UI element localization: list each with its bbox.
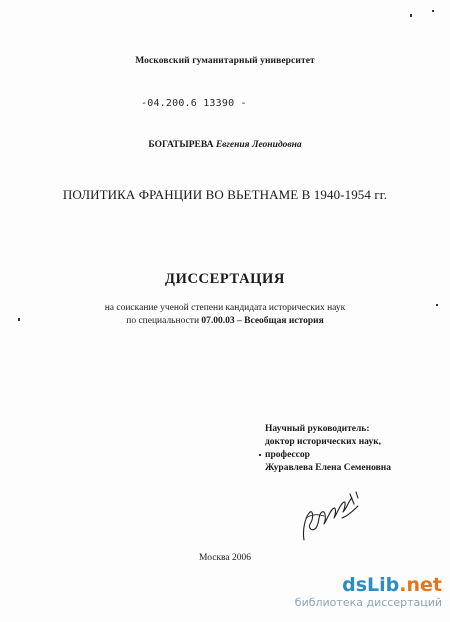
specialty-code: 07.00.03 — [201, 316, 235, 326]
logo-main: dsLib — [342, 574, 400, 596]
supervisor-degree: доктор исторических наук, — [265, 437, 382, 447]
watermark-caption: библиотека диссертаций — [294, 596, 442, 609]
degree-line: на соискание ученой степени кандидата исторических наук — [104, 303, 346, 313]
handwritten-signature — [298, 488, 368, 550]
specialty-prefix: по специальности — [126, 316, 202, 326]
supervisor-label: Научный руководитель: — [265, 424, 370, 434]
specialty-line — [0, 316, 450, 326]
city-year: Москва 2006 — [199, 553, 251, 563]
scan-speck — [410, 14, 412, 17]
specialty-name: – Всеобщая история — [234, 316, 324, 326]
author-name — [0, 140, 450, 150]
scan-speck — [259, 454, 261, 456]
registration-stamp: -04.200.6 13390 - — [141, 98, 247, 109]
supervisor-rank: профессор — [265, 450, 310, 460]
author-given-names: Евгения Леонидовна — [215, 140, 302, 150]
dslib-watermark — [295, 575, 442, 609]
university-name: Московский гуманитарный университет — [135, 56, 315, 66]
document-type-heading: ДИССЕРТАЦИЯ — [165, 271, 285, 287]
dslib-logo — [295, 575, 442, 596]
supervisor-name: Журавлева Елена Семеновна — [265, 463, 391, 473]
logo-suffix: .net — [399, 574, 442, 596]
scan-speck — [432, 10, 434, 12]
author-surname: БОГАТЫРЕВА — [148, 140, 214, 150]
dissertation-title: ПОЛИТИКА ФРАНЦИИ ВО ВЬЕТНАМЕ В 1940-1954 гг. — [62, 187, 388, 202]
